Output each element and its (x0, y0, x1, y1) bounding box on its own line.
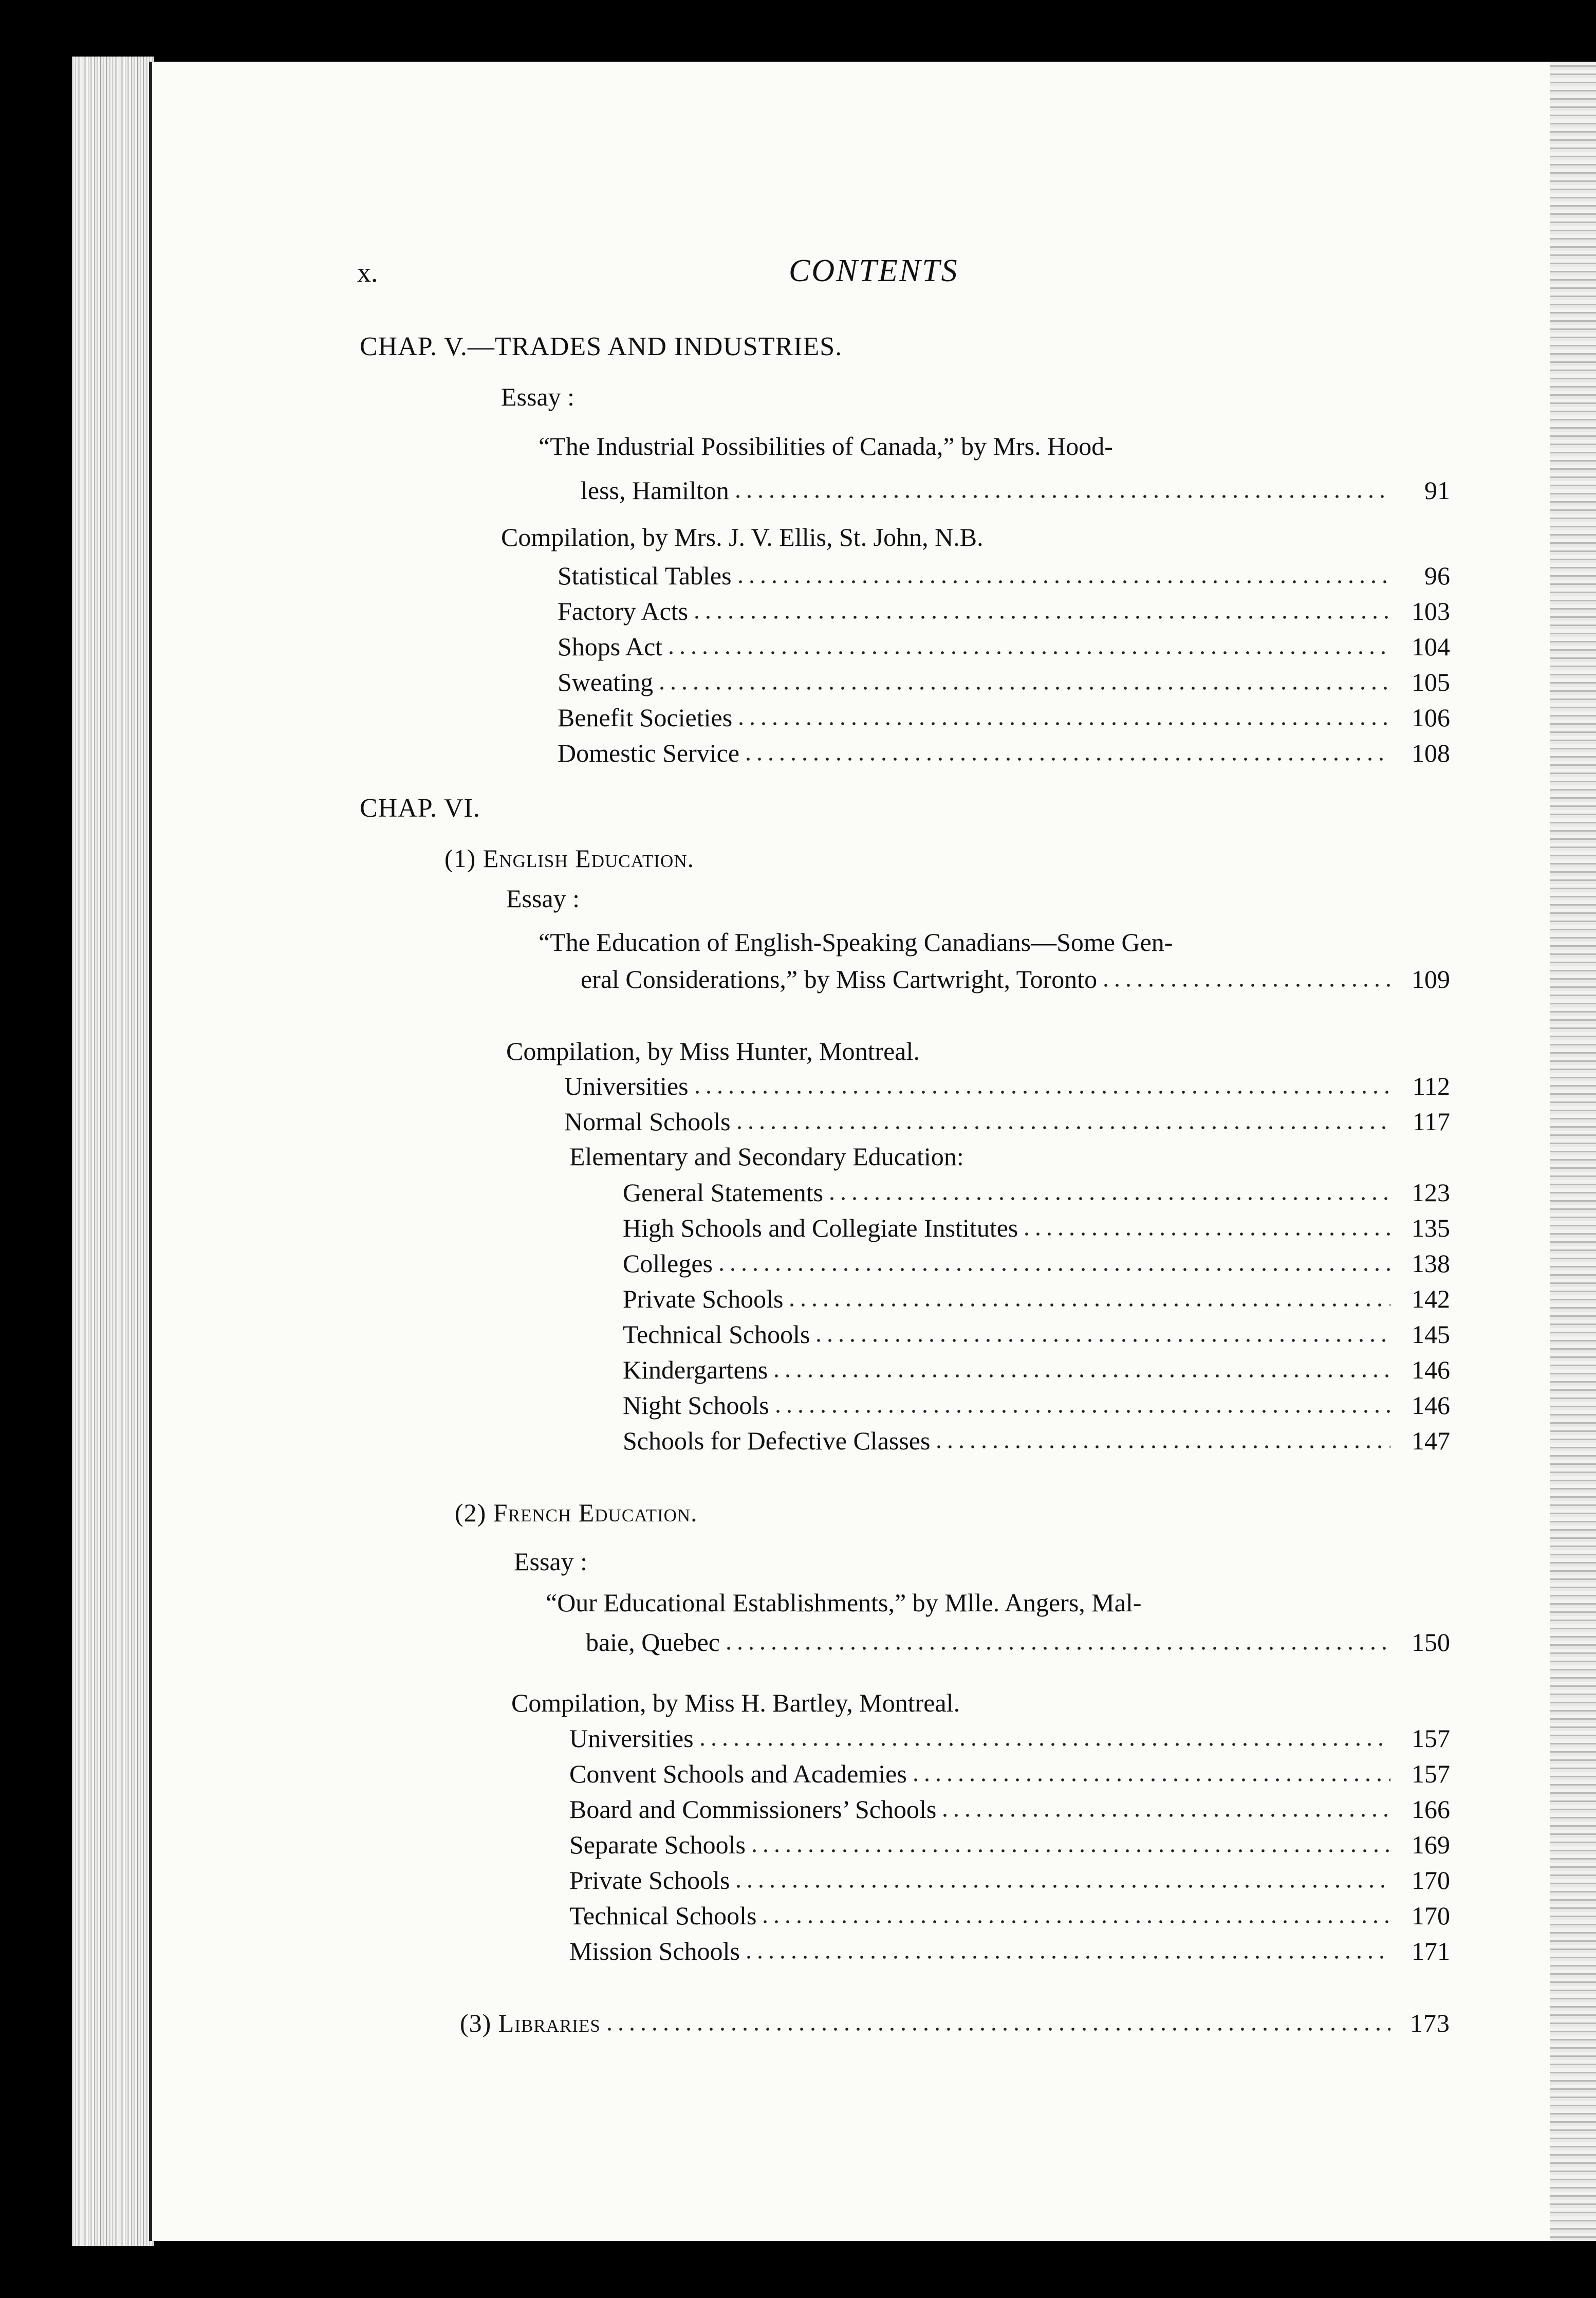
compilation-credit: Compilation, by Miss H. Bartley, Montreal. (511, 1688, 960, 1717)
dot-leader (1021, 1212, 1390, 1236)
toc-entry-page: 146 (1412, 1355, 1450, 1384)
dot-leader (1100, 964, 1390, 987)
toc-entry-title: eral Considerations,” by Miss Cartwright, Toronto (581, 965, 1098, 994)
toc-entry-page: 169 (1412, 1830, 1450, 1859)
page-title: CONTENTS (789, 253, 959, 288)
toc-entry (569, 1936, 1450, 1966)
toc-entry-page: 105 (1412, 668, 1450, 696)
toc-entry-title: Statistical Tables (558, 561, 732, 590)
dot-leader (665, 631, 1390, 655)
toc-entry (569, 1723, 1450, 1754)
toc-entry-page: 109 (1412, 965, 1450, 994)
dot-leader (826, 1177, 1390, 1201)
toc-entry (586, 1627, 1450, 1658)
toc-entry (623, 1425, 1450, 1456)
toc-entry-page: 138 (1412, 1249, 1450, 1278)
toc-entry-page: 171 (1412, 1937, 1450, 1965)
toc-entry-title: Night Schools (623, 1391, 769, 1420)
toc-entry-title: Kindergartens (623, 1355, 768, 1384)
toc-entry (558, 667, 1450, 697)
toc-entry-title: Universities (564, 1072, 689, 1100)
toc-entry-page: 146 (1412, 1391, 1450, 1420)
toc-entry-title: Factory Acts (558, 597, 689, 626)
toc-entry (623, 1354, 1450, 1385)
essay-label: Essay : (514, 1547, 588, 1576)
toc-entry-page: 103 (1412, 597, 1450, 626)
dot-leader (716, 1248, 1390, 1272)
toc-entry-title: Universities (569, 1724, 694, 1753)
toc-entry-title: Convent Schools and Academies (569, 1759, 907, 1788)
dot-leader (771, 1354, 1390, 1378)
dot-leader (743, 738, 1390, 761)
toc-entry (569, 1865, 1450, 1896)
dot-leader (732, 475, 1390, 499)
dot-leader (772, 1390, 1390, 1413)
toc-entry (623, 1390, 1450, 1421)
compilation-credit: Compilation, by Miss Hunter, Montreal. (506, 1037, 920, 1065)
toc-entry-title: Board and Commissioners’ Schools (569, 1795, 937, 1824)
dot-leader (759, 1900, 1390, 1924)
toc-entry-page: 123 (1412, 1178, 1450, 1207)
toc-entry-title: Benefit Societies (558, 703, 733, 732)
toc-entry (581, 964, 1450, 995)
toc-entry-title: Technical Schools (623, 1320, 810, 1349)
toc-entry-page: 117 (1412, 1107, 1450, 1136)
toc-entry-page: 170 (1412, 1866, 1450, 1895)
toc-entry-title: High Schools and Collegiate Institutes (623, 1214, 1018, 1242)
toc-entry-page: 166 (1412, 1795, 1450, 1824)
dot-leader (743, 1936, 1390, 1959)
toc-entry-page: 147 (1412, 1426, 1450, 1455)
toc-entry-page: 145 (1412, 1320, 1450, 1349)
toc-entry (569, 1900, 1450, 1931)
toc-entry-page: 157 (1412, 1724, 1450, 1753)
toc-entry (623, 1248, 1450, 1279)
toc-entry-page: 142 (1412, 1284, 1450, 1313)
dot-leader (933, 1425, 1390, 1449)
dot-leader (786, 1283, 1390, 1307)
compilation-credit: Compilation, by Mrs. J. V. Ellis, St. John, N.B. (501, 523, 983, 551)
toc-entry-page: 108 (1412, 739, 1450, 767)
toc-entry (581, 475, 1450, 506)
dot-leader (691, 596, 1390, 619)
subsection-heading: Elementary and Secondary Education: (569, 1142, 964, 1171)
page-number: x. (357, 257, 378, 288)
toc-entry (558, 631, 1450, 662)
toc-entry-title: (3) Libraries (460, 2009, 601, 2037)
toc-entry (569, 1794, 1450, 1825)
toc-entry-page: 157 (1412, 1759, 1450, 1788)
toc-entry-page: 150 (1412, 1628, 1450, 1657)
toc-entry-title: less, Hamilton (581, 476, 729, 505)
toc-entry (460, 2008, 1450, 2038)
dot-leader (939, 1794, 1390, 1817)
essay-label: Essay : (501, 382, 575, 411)
essay-title: “The Education of English-Speaking Canadians—Some Gen- (539, 928, 1173, 957)
essay-label: Essay : (506, 884, 580, 913)
toc-entry-title: Technical Schools (569, 1901, 757, 1930)
toc-entry (623, 1283, 1450, 1314)
toc-entry-title: Colleges (623, 1249, 713, 1278)
toc-entry (623, 1177, 1450, 1208)
toc-entry-title: Schools for Defective Classes (623, 1426, 931, 1455)
toc-entry-page: 173 (1410, 2009, 1450, 2037)
dot-leader (813, 1319, 1390, 1343)
toc-entry (569, 1829, 1450, 1860)
toc-entry-title: Shops Act (558, 632, 663, 661)
toc-entry-title: Normal Schools (564, 1107, 731, 1136)
toc-entry-title: Private Schools (569, 1866, 730, 1895)
toc-entry (623, 1319, 1450, 1350)
toc-entry (564, 1071, 1450, 1101)
dot-leader (604, 2008, 1390, 2031)
toc-entry (558, 702, 1450, 733)
dot-leader (734, 1106, 1390, 1130)
toc-entry-title: Mission Schools (569, 1937, 740, 1965)
dot-leader (697, 1723, 1390, 1747)
chapter-heading: CHAP. VI. (360, 794, 480, 823)
chapter-heading: CHAP. V.—TRADES AND INDUSTRIES. (360, 332, 843, 361)
dot-leader (910, 1758, 1390, 1782)
toc-entry-title: Sweating (558, 668, 654, 696)
dot-leader (735, 702, 1390, 726)
dot-leader (735, 560, 1390, 584)
essay-title: “Our Educational Establishments,” by Mlle. Angers, Mal- (546, 1588, 1142, 1617)
toc-entry-title: General Statements (623, 1178, 824, 1207)
toc-entry-page: 91 (1424, 476, 1450, 505)
toc-entry (558, 738, 1450, 768)
toc-entry (558, 596, 1450, 627)
toc-entry-page: 106 (1412, 703, 1450, 732)
toc-entry (569, 1758, 1450, 1789)
toc-entry-title: Private Schools (623, 1284, 784, 1313)
toc-entry-title: Separate Schools (569, 1830, 746, 1859)
dot-leader (749, 1829, 1390, 1853)
toc-entry-page: 112 (1412, 1072, 1450, 1100)
toc-entry-title: Domestic Service (558, 739, 740, 767)
toc-entry-title: baie, Quebec (586, 1628, 720, 1657)
section-heading: (2) French Education. (455, 1498, 698, 1527)
essay-title: “The Industrial Possibilities of Canada,” by Mrs. Hood- (539, 432, 1113, 461)
section-heading: (1) English Education. (444, 844, 695, 873)
dot-leader (656, 667, 1390, 690)
toc-entry-page: 96 (1424, 561, 1450, 590)
dot-leader (692, 1071, 1390, 1094)
toc-entry (623, 1212, 1450, 1243)
toc-entry (558, 560, 1450, 591)
toc-entry-page: 170 (1412, 1901, 1450, 1930)
dot-leader (723, 1627, 1390, 1650)
dot-leader (733, 1865, 1390, 1888)
toc-entry-page: 135 (1412, 1214, 1450, 1242)
toc-entry (564, 1106, 1450, 1137)
toc-entry-page: 104 (1412, 632, 1450, 661)
